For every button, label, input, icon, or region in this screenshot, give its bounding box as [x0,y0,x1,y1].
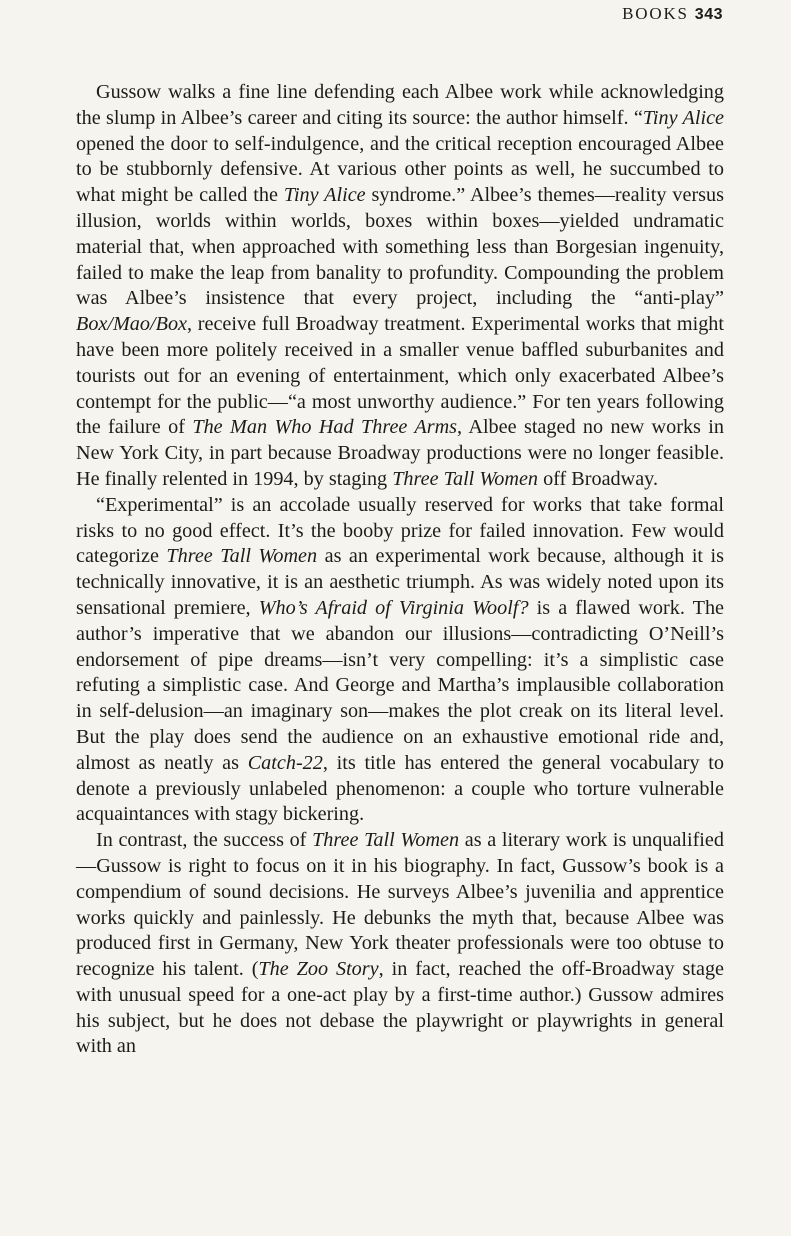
paragraph-2 [76,493,724,828]
text-run: syndrome.” Albee’s themes—reality versus illusion, worlds within worlds, boxes within boxes—yielded undramatic material that, when approached with something less than Borgesian ingenuity, failed to make the leap from banality to profundity. Compounding the problem was Albee’s insistence that every project, including the “anti-play” [76,184,724,310]
text-run: Gussow walks a fine line defending each Albee work while acknowledging the slump in Albee’s career and citing its source: the author himself. “ [76,81,724,129]
italic-title: Catch-22 [247,751,323,774]
italic-title: Who’s Afraid of Virginia Woolf? [258,596,529,619]
italic-title: Three Tall Women [312,829,460,852]
body-text [76,80,724,1060]
italic-title: Box/Mao/Box [76,313,187,336]
italic-title: Three Tall Women [392,467,539,490]
paragraph-1 [76,80,724,493]
text-run: , receive full Broadway treatment. Experimental works that might have been more politely received in a smaller venue baffled suburbanites and tourists out for an evening of entertainment, which only exacerbated Albee’s contempt for the public—“a most unworthy audience.” For ten years following the failure of [76,313,724,439]
text-run: , Albee staged no new works in New York City, in part because Broadway productions were no longer feasible. He finally relented in 1994, by staging [76,416,725,490]
italic-title: The Man Who Had Three Arms [192,416,458,439]
text-run: is a flawed work. The author’s imperative that we abandon our illusions—contradicting O’Neill’s endorsement of pipe dreams—isn’t very compelling: it’s a simplistic case refuting a simplistic case. And George and Martha’s implausible collaboration in self-delusion—an imaginary son—makes the plot creak on its literal level. But the play does send the audience on an exhaustive emotional ride and, almost as neatly as [76,596,725,774]
text-run: “Experimental” is an accolade usually reserved for works that take formal risks to no good effect. It’s the booby prize for failed innovation. Few would categorize [76,493,724,568]
text-run: as an experimental work because, although it is technically innovative, it is an aesthetic triumph. As was widely noted upon its sensational premiere, [76,545,724,619]
paragraph-3 [76,828,724,1060]
text-run: off Broadway. [538,467,659,490]
page-number: 343 [694,6,723,23]
section-title: BOOKS [622,4,689,23]
text-run: opened the door to self-indulgence, and the critical reception encouraged Albee to be stubbornly defensive. At various other points as well, he succumbed to what might be called the [76,132,724,207]
text-run: , its title has entered the general vocabulary to denote a previously unlabeled phenomenon: a couple who torture vulnerable acquaintances with stagy bickering. [76,751,724,826]
italic-title: Three Tall Women [166,545,318,568]
text-run: as a literary work is unqualified—Gussow is right to focus on it in his biography. In fact, Gussow’s book is a compendium of sound decisions. He surveys Albee’s juvenilia and apprentice works quickly and painlessly. He debunks the myth that, because Albee was produced first in Germany, New York theater professionals were too obtuse to recognize his talent. ( [76,829,724,981]
italic-title: Tiny Alice [642,106,724,129]
italic-title: The Zoo Story [258,958,379,981]
running-head [622,4,723,24]
text-run: , in fact, reached the off-Broadway stage with unusual speed for a one-act play by a first-time author.) Gussow admires his subject, but he does not debase the playwright or playwrights in general with an [76,958,725,1058]
text-run: In contrast, the success of [96,829,313,852]
italic-title: Tiny Alice [283,184,366,207]
